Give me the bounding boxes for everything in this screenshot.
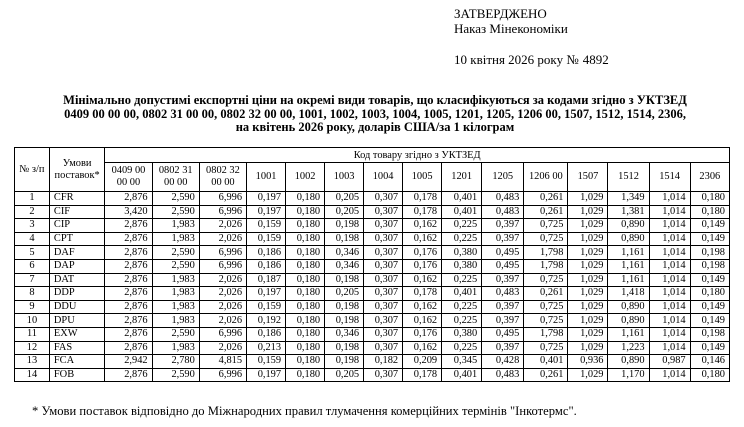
price-cell: 0,178 bbox=[403, 368, 442, 382]
price-cell: 1,983 bbox=[152, 341, 199, 355]
price-cell: 0,198 bbox=[325, 355, 364, 369]
price-cell: 1,014 bbox=[649, 246, 690, 260]
price-cell: 2,876 bbox=[105, 300, 152, 314]
delivery-terms-cell: EXW bbox=[49, 327, 104, 341]
price-cell: 0,186 bbox=[247, 259, 286, 273]
price-cell: 0,495 bbox=[482, 327, 524, 341]
price-cell: 1,029 bbox=[568, 259, 608, 273]
price-cell: 0,725 bbox=[524, 300, 568, 314]
column-header-code: 1002 bbox=[286, 163, 325, 192]
price-cell: 0,397 bbox=[482, 232, 524, 246]
table-row bbox=[15, 327, 730, 341]
price-cell: 1,029 bbox=[568, 205, 608, 219]
price-cell: 0,401 bbox=[442, 368, 482, 382]
price-cell: 0,180 bbox=[690, 368, 729, 382]
price-cell: 2,026 bbox=[199, 314, 246, 328]
price-cell: 0,307 bbox=[364, 259, 403, 273]
price-cell: 1,983 bbox=[152, 219, 199, 233]
row-number-cell: 7 bbox=[15, 273, 50, 287]
price-cell: 0,483 bbox=[482, 287, 524, 301]
price-cell: 1,014 bbox=[649, 314, 690, 328]
approval-issuer: Наказ Мінекономіки bbox=[454, 21, 568, 36]
product-code-header-row bbox=[15, 163, 730, 192]
price-cell: 2,876 bbox=[105, 327, 152, 341]
price-cell: 2,876 bbox=[105, 368, 152, 382]
price-cell: 1,349 bbox=[608, 192, 649, 206]
column-header-delivery-terms: Умови поставок* bbox=[49, 148, 104, 192]
column-header-code: 1205 bbox=[482, 163, 524, 192]
column-header-code: 0802 31 00 00 bbox=[152, 163, 199, 192]
row-number-cell: 4 bbox=[15, 232, 50, 246]
price-cell: 0,162 bbox=[403, 300, 442, 314]
price-cell: 1,014 bbox=[649, 327, 690, 341]
price-cell: 1,029 bbox=[568, 232, 608, 246]
delivery-terms-cell: CFR bbox=[49, 192, 104, 206]
price-cell: 0,149 bbox=[690, 314, 729, 328]
price-cell: 0,197 bbox=[247, 287, 286, 301]
price-cell: 0,346 bbox=[325, 327, 364, 341]
price-cell: 0,149 bbox=[690, 232, 729, 246]
price-cell: 2,590 bbox=[152, 205, 199, 219]
table-row bbox=[15, 300, 730, 314]
price-cell: 1,161 bbox=[608, 246, 649, 260]
price-cell: 0,149 bbox=[690, 300, 729, 314]
price-cell: 0,198 bbox=[325, 300, 364, 314]
price-cell: 1,029 bbox=[568, 327, 608, 341]
price-cell: 0,162 bbox=[403, 314, 442, 328]
price-cell: 0,197 bbox=[247, 192, 286, 206]
price-cell: 0,180 bbox=[286, 219, 325, 233]
row-number-cell: 3 bbox=[15, 219, 50, 233]
price-cell: 1,983 bbox=[152, 273, 199, 287]
delivery-terms-cell: DDU bbox=[49, 300, 104, 314]
price-cell: 2,876 bbox=[105, 273, 152, 287]
delivery-terms-cell: FOB bbox=[49, 368, 104, 382]
price-cell: 1,161 bbox=[608, 259, 649, 273]
delivery-terms-cell: CPT bbox=[49, 232, 104, 246]
price-cell: 0,225 bbox=[442, 273, 482, 287]
price-cell: 0,176 bbox=[403, 246, 442, 260]
column-header-code: 0802 32 00 00 bbox=[199, 163, 246, 192]
price-cell: 3,420 bbox=[105, 205, 152, 219]
price-cell: 2,590 bbox=[152, 368, 199, 382]
price-cell: 0,483 bbox=[482, 205, 524, 219]
price-cell: 0,180 bbox=[286, 192, 325, 206]
row-number-cell: 8 bbox=[15, 287, 50, 301]
price-cell: 0,162 bbox=[403, 273, 442, 287]
price-cell: 1,381 bbox=[608, 205, 649, 219]
price-cell: 2,876 bbox=[105, 219, 152, 233]
row-number-cell: 5 bbox=[15, 246, 50, 260]
delivery-terms-cell: DDP bbox=[49, 287, 104, 301]
price-cell: 1,014 bbox=[649, 368, 690, 382]
price-cell: 0,397 bbox=[482, 273, 524, 287]
row-number-cell: 2 bbox=[15, 205, 50, 219]
table-row bbox=[15, 314, 730, 328]
price-cell: 0,149 bbox=[690, 341, 729, 355]
table-row bbox=[15, 259, 730, 273]
price-cell: 0,198 bbox=[325, 273, 364, 287]
price-cell: 0,307 bbox=[364, 287, 403, 301]
price-cell: 0,162 bbox=[403, 341, 442, 355]
price-cell: 0,159 bbox=[247, 232, 286, 246]
price-cell: 1,161 bbox=[608, 327, 649, 341]
delivery-terms-cell: DAF bbox=[49, 246, 104, 260]
price-cell: 1,798 bbox=[524, 327, 568, 341]
row-number-cell: 13 bbox=[15, 355, 50, 369]
price-cell: 1,029 bbox=[568, 219, 608, 233]
price-cell: 1,014 bbox=[649, 287, 690, 301]
price-cell: 1,014 bbox=[649, 192, 690, 206]
price-cell: 0,198 bbox=[325, 314, 364, 328]
delivery-terms-cell: DAP bbox=[49, 259, 104, 273]
price-cell: 0,307 bbox=[364, 273, 403, 287]
price-cell: 0,159 bbox=[247, 355, 286, 369]
price-cell: 0,261 bbox=[524, 192, 568, 206]
price-cell: 0,936 bbox=[568, 355, 608, 369]
price-cell: 0,483 bbox=[482, 368, 524, 382]
row-number-cell: 1 bbox=[15, 192, 50, 206]
price-cell: 1,029 bbox=[568, 300, 608, 314]
column-header-code: 1201 bbox=[442, 163, 482, 192]
price-cell: 0,178 bbox=[403, 205, 442, 219]
price-cell: 0,176 bbox=[403, 259, 442, 273]
price-cell: 0,725 bbox=[524, 314, 568, 328]
price-cell: 6,996 bbox=[199, 205, 246, 219]
price-cell: 0,307 bbox=[364, 314, 403, 328]
price-cell: 2,590 bbox=[152, 259, 199, 273]
column-header-code: 1206 00 bbox=[524, 163, 568, 192]
row-number-cell: 9 bbox=[15, 300, 50, 314]
price-cell: 2,026 bbox=[199, 341, 246, 355]
price-cell: 0,162 bbox=[403, 219, 442, 233]
price-cell: 0,205 bbox=[325, 205, 364, 219]
price-cell: 0,180 bbox=[286, 205, 325, 219]
price-cell: 0,225 bbox=[442, 219, 482, 233]
price-cell: 0,261 bbox=[524, 287, 568, 301]
price-cell: 0,205 bbox=[325, 287, 364, 301]
price-cell: 0,397 bbox=[482, 341, 524, 355]
row-number-cell: 11 bbox=[15, 327, 50, 341]
price-cell: 0,180 bbox=[286, 355, 325, 369]
order-reference bbox=[454, 52, 609, 67]
price-cell: 0,225 bbox=[442, 300, 482, 314]
price-cell: 0,345 bbox=[442, 355, 482, 369]
table-row bbox=[15, 273, 730, 287]
price-cell: 0,495 bbox=[482, 259, 524, 273]
table-row bbox=[15, 192, 730, 206]
price-cell: 2,876 bbox=[105, 192, 152, 206]
price-cell: 6,996 bbox=[199, 327, 246, 341]
price-cell: 0,890 bbox=[608, 232, 649, 246]
price-cell: 1,983 bbox=[152, 314, 199, 328]
price-cell: 2,876 bbox=[105, 314, 152, 328]
price-cell: 0,198 bbox=[690, 327, 729, 341]
price-cell: 0,987 bbox=[649, 355, 690, 369]
price-cell: 2,780 bbox=[152, 355, 199, 369]
column-header-code: 1514 bbox=[649, 163, 690, 192]
price-cell: 0,180 bbox=[286, 259, 325, 273]
price-cell: 0,205 bbox=[325, 192, 364, 206]
price-cell: 1,798 bbox=[524, 246, 568, 260]
price-cell: 0,180 bbox=[286, 232, 325, 246]
price-cell: 0,397 bbox=[482, 300, 524, 314]
price-cell: 1,418 bbox=[608, 287, 649, 301]
column-header-code: 1512 bbox=[608, 163, 649, 192]
price-cell: 0,180 bbox=[286, 287, 325, 301]
price-cell: 1,170 bbox=[608, 368, 649, 382]
price-cell: 0,180 bbox=[690, 205, 729, 219]
price-cell: 1,014 bbox=[649, 273, 690, 287]
price-cell: 0,205 bbox=[325, 368, 364, 382]
price-cell: 0,197 bbox=[247, 205, 286, 219]
price-cell: 0,146 bbox=[690, 355, 729, 369]
price-cell: 2,026 bbox=[199, 232, 246, 246]
price-cell: 0,307 bbox=[364, 246, 403, 260]
price-cell: 0,180 bbox=[690, 287, 729, 301]
column-header-code: 1001 bbox=[247, 163, 286, 192]
price-cell: 0,178 bbox=[403, 287, 442, 301]
price-cell: 0,261 bbox=[524, 368, 568, 382]
column-header-code: 2306 bbox=[690, 163, 729, 192]
approval-stamp bbox=[454, 6, 568, 36]
price-cell: 0,180 bbox=[286, 300, 325, 314]
price-cell: 0,159 bbox=[247, 300, 286, 314]
price-cell: 1,161 bbox=[608, 273, 649, 287]
price-cell: 0,192 bbox=[247, 314, 286, 328]
price-cell: 1,029 bbox=[568, 246, 608, 260]
price-cell: 0,198 bbox=[325, 219, 364, 233]
delivery-terms-cell: DAT bbox=[49, 273, 104, 287]
price-cell: 1,029 bbox=[568, 314, 608, 328]
price-cell: 0,890 bbox=[608, 219, 649, 233]
price-cell: 0,198 bbox=[325, 232, 364, 246]
delivery-terms-cell: CIF bbox=[49, 205, 104, 219]
price-cell: 0,890 bbox=[608, 314, 649, 328]
row-number-cell: 6 bbox=[15, 259, 50, 273]
price-cell: 1,014 bbox=[649, 341, 690, 355]
price-cell: 1,014 bbox=[649, 232, 690, 246]
price-cell: 2,876 bbox=[105, 287, 152, 301]
price-cell: 0,307 bbox=[364, 192, 403, 206]
price-cell: 2,026 bbox=[199, 300, 246, 314]
price-cell: 0,186 bbox=[247, 246, 286, 260]
table-row bbox=[15, 287, 730, 301]
price-cell: 6,996 bbox=[199, 246, 246, 260]
column-header-code: 1005 bbox=[403, 163, 442, 192]
price-cell: 6,996 bbox=[199, 192, 246, 206]
table-row bbox=[15, 368, 730, 382]
price-cell: 6,996 bbox=[199, 259, 246, 273]
price-cell: 0,483 bbox=[482, 192, 524, 206]
price-cell: 0,186 bbox=[247, 327, 286, 341]
price-cell: 0,307 bbox=[364, 232, 403, 246]
price-cell: 0,890 bbox=[608, 300, 649, 314]
price-cell: 1,983 bbox=[152, 232, 199, 246]
price-cell: 1,798 bbox=[524, 259, 568, 273]
price-cell: 2,876 bbox=[105, 259, 152, 273]
table-row bbox=[15, 341, 730, 355]
row-number-cell: 10 bbox=[15, 314, 50, 328]
price-cell: 1,223 bbox=[608, 341, 649, 355]
delivery-terms-cell: FCA bbox=[49, 355, 104, 369]
order-date: 10 квітня 2026 року № bbox=[454, 52, 579, 67]
price-cell: 1,029 bbox=[568, 368, 608, 382]
price-cell: 0,176 bbox=[403, 327, 442, 341]
price-cell: 0,209 bbox=[403, 355, 442, 369]
column-header-code: 0409 00 00 00 bbox=[105, 163, 152, 192]
price-cell: 1,014 bbox=[649, 205, 690, 219]
table-row bbox=[15, 205, 730, 219]
price-cell: 0,890 bbox=[608, 355, 649, 369]
price-cell: 6,996 bbox=[199, 368, 246, 382]
table-row bbox=[15, 232, 730, 246]
price-cell: 0,149 bbox=[690, 273, 729, 287]
column-header-code: 1003 bbox=[325, 163, 364, 192]
price-cell: 0,428 bbox=[482, 355, 524, 369]
price-cell: 0,162 bbox=[403, 232, 442, 246]
row-number-cell: 14 bbox=[15, 368, 50, 382]
price-cell: 2,026 bbox=[199, 273, 246, 287]
price-cell: 0,397 bbox=[482, 219, 524, 233]
price-cell: 2,590 bbox=[152, 327, 199, 341]
price-cell: 0,159 bbox=[247, 219, 286, 233]
price-cell: 4,815 bbox=[199, 355, 246, 369]
price-cell: 2,026 bbox=[199, 219, 246, 233]
price-cell: 2,876 bbox=[105, 246, 152, 260]
price-cell: 0,401 bbox=[442, 205, 482, 219]
price-cell: 1,029 bbox=[568, 273, 608, 287]
price-cell: 0,182 bbox=[364, 355, 403, 369]
price-cell: 2,876 bbox=[105, 341, 152, 355]
price-cell: 1,029 bbox=[568, 192, 608, 206]
price-cell: 0,213 bbox=[247, 341, 286, 355]
order-number: 4892 bbox=[582, 52, 609, 67]
price-cell: 0,261 bbox=[524, 205, 568, 219]
price-cell: 0,346 bbox=[325, 259, 364, 273]
export-prices-table bbox=[14, 147, 730, 382]
price-cell: 0,725 bbox=[524, 232, 568, 246]
price-cell: 2,026 bbox=[199, 287, 246, 301]
price-cell: 0,401 bbox=[524, 355, 568, 369]
price-cell: 1,029 bbox=[568, 341, 608, 355]
price-cell: 0,307 bbox=[364, 219, 403, 233]
price-cell: 0,380 bbox=[442, 259, 482, 273]
price-cell: 0,307 bbox=[364, 368, 403, 382]
price-cell: 0,225 bbox=[442, 232, 482, 246]
price-cell: 0,198 bbox=[690, 246, 729, 260]
price-cell: 0,180 bbox=[286, 327, 325, 341]
table-row bbox=[15, 219, 730, 233]
price-cell: 0,380 bbox=[442, 246, 482, 260]
price-cell: 0,180 bbox=[286, 368, 325, 382]
price-cell: 1,014 bbox=[649, 300, 690, 314]
price-cell: 1,014 bbox=[649, 259, 690, 273]
price-cell: 0,198 bbox=[325, 341, 364, 355]
delivery-terms-cell: FAS bbox=[49, 341, 104, 355]
price-cell: 0,495 bbox=[482, 246, 524, 260]
price-cell: 1,983 bbox=[152, 287, 199, 301]
price-cell: 0,725 bbox=[524, 341, 568, 355]
price-cell: 1,983 bbox=[152, 300, 199, 314]
document-title: Мінімально допустимі експортні ціни на окремі види товарів, що класифікуються за кодами згідно з УКТЗЕД 0409 00 00 00, 0802 31 00 00, 0802 32 00 00, 1001, 1002, 1003, 1004, 1005, 1201, 1205, 1206 00, 1507, 1512, 1514, 2306, на квітень 2026 року, доларів США/за 1 кілограм bbox=[63, 93, 687, 135]
price-cell: 0,307 bbox=[364, 327, 403, 341]
price-cell: 0,725 bbox=[524, 273, 568, 287]
row-number-cell: 12 bbox=[15, 341, 50, 355]
price-cell: 0,180 bbox=[286, 314, 325, 328]
delivery-terms-cell: DPU bbox=[49, 314, 104, 328]
column-group-header-product-code: Код товару згідно з УКТЗЕД bbox=[105, 148, 730, 163]
price-cell: 2,590 bbox=[152, 192, 199, 206]
price-cell: 2,876 bbox=[105, 232, 152, 246]
price-cell: 0,401 bbox=[442, 192, 482, 206]
column-header-code: 1004 bbox=[364, 163, 403, 192]
price-cell: 0,307 bbox=[364, 341, 403, 355]
price-cell: 1,014 bbox=[649, 219, 690, 233]
column-header-code: 1507 bbox=[568, 163, 608, 192]
price-cell: 0,725 bbox=[524, 219, 568, 233]
price-cell: 0,225 bbox=[442, 341, 482, 355]
table-row bbox=[15, 355, 730, 369]
price-cell: 2,942 bbox=[105, 355, 152, 369]
price-cell: 0,180 bbox=[286, 341, 325, 355]
table-body bbox=[15, 192, 730, 382]
column-header-number: № з/п bbox=[15, 148, 50, 192]
price-cell: 0,401 bbox=[442, 287, 482, 301]
approval-heading: ЗАТВЕРДЖЕНО bbox=[454, 6, 547, 21]
price-cell: 2,590 bbox=[152, 246, 199, 260]
price-cell: 0,180 bbox=[286, 273, 325, 287]
price-cell: 0,307 bbox=[364, 205, 403, 219]
price-cell: 0,380 bbox=[442, 327, 482, 341]
price-cell: 0,197 bbox=[247, 368, 286, 382]
price-cell: 0,180 bbox=[286, 246, 325, 260]
price-cell: 0,187 bbox=[247, 273, 286, 287]
table-row bbox=[15, 246, 730, 260]
price-cell: 1,029 bbox=[568, 287, 608, 301]
price-cell: 0,198 bbox=[690, 259, 729, 273]
footnote: * Умови поставок відповідно до Міжнародних правил тлумачення комерційних термінів "Інкотермс". bbox=[32, 404, 577, 418]
price-cell: 0,346 bbox=[325, 246, 364, 260]
price-cell: 0,397 bbox=[482, 314, 524, 328]
price-cell: 0,307 bbox=[364, 300, 403, 314]
price-cell: 0,180 bbox=[690, 192, 729, 206]
delivery-terms-cell: CIP bbox=[49, 219, 104, 233]
price-cell: 0,178 bbox=[403, 192, 442, 206]
price-cell: 0,149 bbox=[690, 219, 729, 233]
price-cell: 0,225 bbox=[442, 314, 482, 328]
